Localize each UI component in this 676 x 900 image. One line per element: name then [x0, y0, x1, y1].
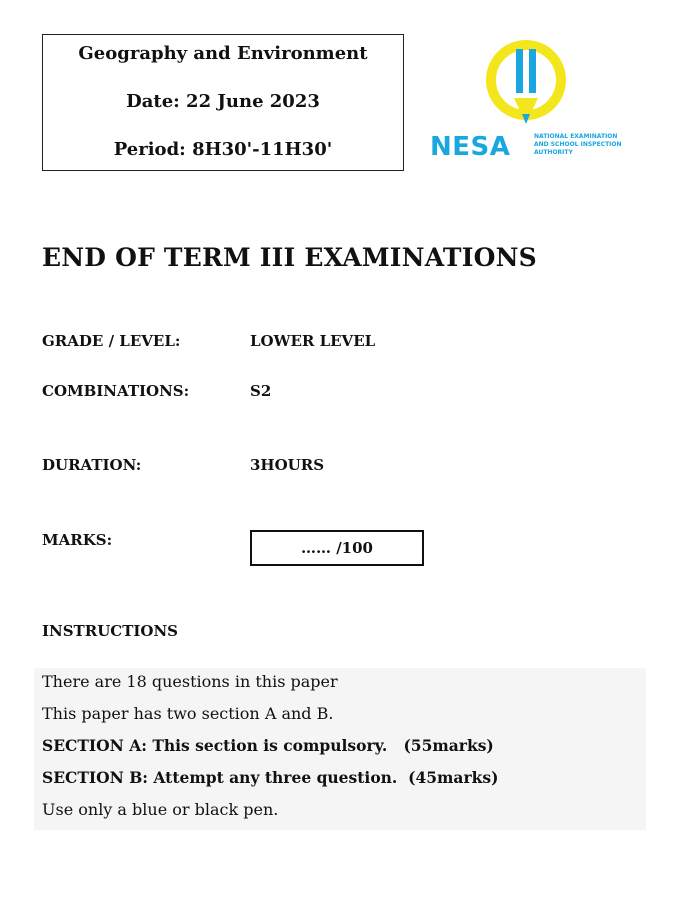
grade-value: LOWER LEVEL [250, 332, 376, 350]
nesa-logo [428, 36, 638, 166]
instruction-line: Use only a blue or black pen. [42, 800, 279, 819]
instructions-panel [34, 668, 646, 830]
combinations-value: S2 [250, 382, 272, 400]
nesa-emblem-icon [428, 36, 638, 136]
instruction-line: This paper has two section A and B. [42, 704, 334, 723]
marks-label: MARKS: [42, 531, 113, 549]
instruction-line: SECTION B: Attempt any three question. (45marks) [42, 768, 499, 787]
combinations-label: COMBINATIONS: [42, 382, 190, 400]
period-text: Period: 8H30'-11H30' [113, 139, 333, 160]
subject-text: Geography and Environment [78, 43, 368, 64]
date-text: Date: 22 June 2023 [126, 91, 320, 112]
instructions-heading: INSTRUCTIONS [42, 622, 178, 640]
exam-info-box [42, 34, 404, 171]
exam-title: END OF TERM III EXAMINATIONS [42, 243, 537, 272]
instruction-line: There are 18 questions in this paper [42, 672, 338, 691]
duration-value: 3HOURS [250, 456, 325, 474]
marks-box: …… /100 [250, 530, 424, 566]
duration-label: DURATION: [42, 456, 142, 474]
logo-wordmark: NESA [430, 132, 511, 162]
instruction-line: SECTION A: This section is compulsory. (55marks) [42, 736, 494, 755]
grade-label: GRADE / LEVEL: [42, 332, 181, 350]
logo-subtitle: NATIONAL EXAMINATION AND SCHOOL INSPECTION AUTHORITY [534, 133, 622, 156]
